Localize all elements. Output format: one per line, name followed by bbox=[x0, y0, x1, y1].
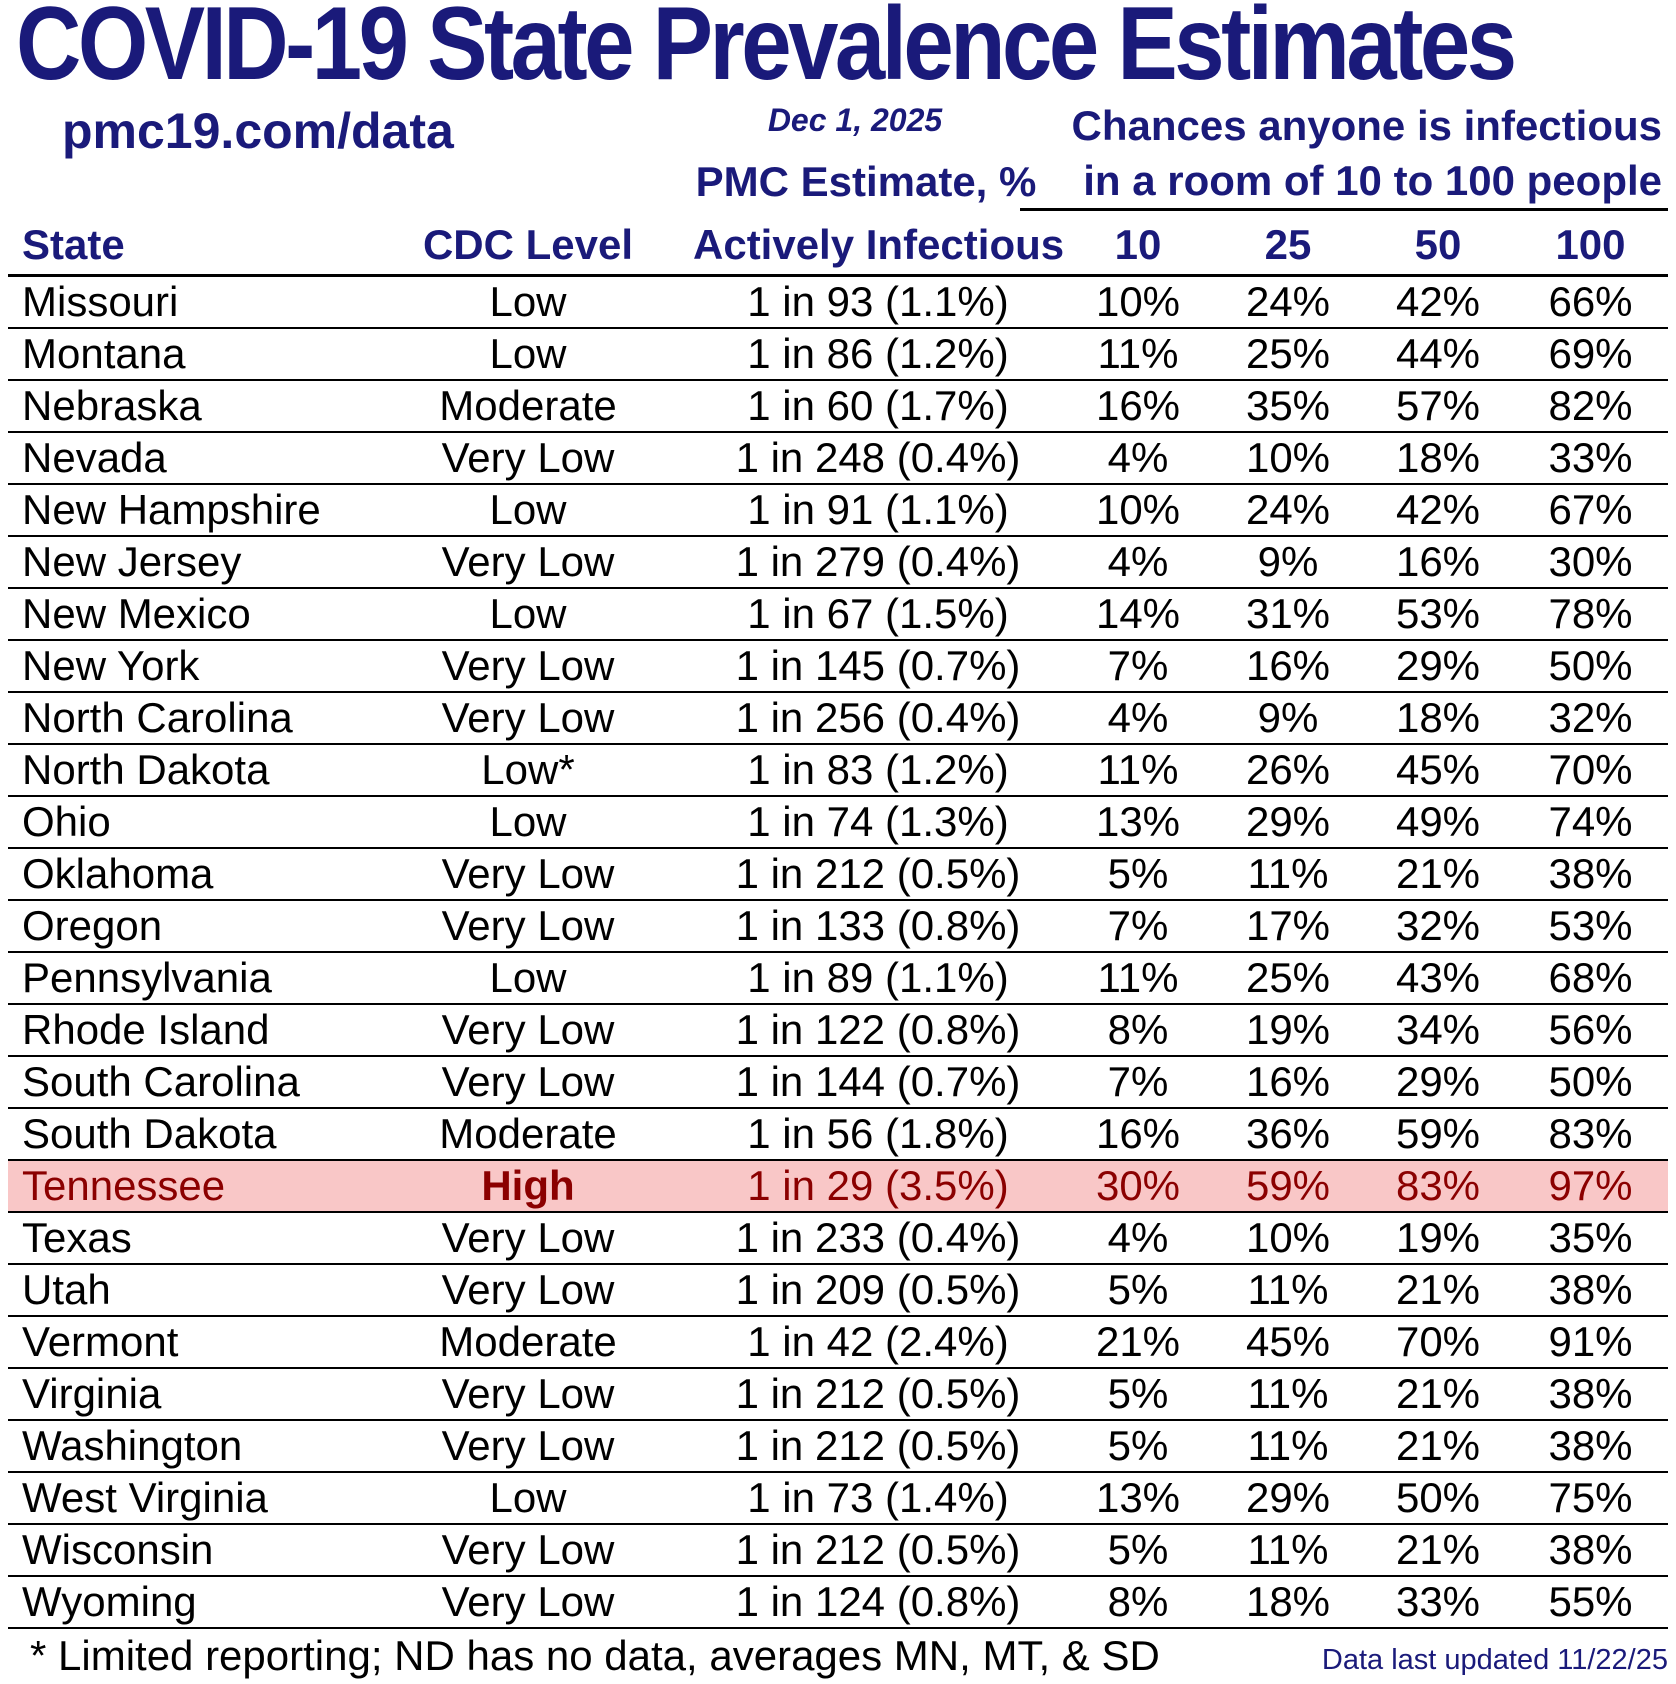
estimate-cell: 1 in 212 (0.5%) bbox=[693, 848, 1063, 900]
state-cell: Tennessee bbox=[8, 1160, 363, 1212]
cdc-level-cell: Very Low bbox=[363, 1576, 693, 1628]
chance-100-cell: 70% bbox=[1513, 744, 1668, 796]
chance-25-cell: 59% bbox=[1213, 1160, 1363, 1212]
estimate-cell: 1 in 42 (2.4%) bbox=[693, 1316, 1063, 1368]
col-header-cdc-level: CDC Level bbox=[363, 212, 693, 276]
chance-25-cell: 9% bbox=[1213, 536, 1363, 588]
chance-25-cell: 31% bbox=[1213, 588, 1363, 640]
table-header-row bbox=[8, 212, 1668, 276]
table-row bbox=[8, 1004, 1668, 1056]
cdc-level-cell: Very Low bbox=[363, 692, 693, 744]
chance-10-cell: 10% bbox=[1063, 276, 1213, 329]
estimate-cell: 1 in 279 (0.4%) bbox=[693, 536, 1063, 588]
chance-10-cell: 4% bbox=[1063, 536, 1213, 588]
chance-25-cell: 24% bbox=[1213, 484, 1363, 536]
state-cell: Oklahoma bbox=[8, 848, 363, 900]
chance-50-cell: 19% bbox=[1363, 1212, 1513, 1264]
table-row bbox=[8, 536, 1668, 588]
estimate-cell: 1 in 29 (3.5%) bbox=[693, 1160, 1063, 1212]
cdc-level-cell: Low bbox=[363, 796, 693, 848]
chance-25-cell: 29% bbox=[1213, 1472, 1363, 1524]
chance-50-cell: 50% bbox=[1363, 1472, 1513, 1524]
table-row bbox=[8, 1420, 1668, 1472]
state-cell: North Carolina bbox=[8, 692, 363, 744]
chance-25-cell: 9% bbox=[1213, 692, 1363, 744]
chance-10-cell: 13% bbox=[1063, 796, 1213, 848]
chance-100-cell: 33% bbox=[1513, 432, 1668, 484]
state-cell: Texas bbox=[8, 1212, 363, 1264]
chance-10-cell: 4% bbox=[1063, 432, 1213, 484]
state-cell: New Mexico bbox=[8, 588, 363, 640]
last-updated: Data last updated 11/22/25 bbox=[1321, 1644, 1668, 1676]
cdc-level-cell: Low bbox=[363, 1472, 693, 1524]
table-row bbox=[8, 900, 1668, 952]
chance-50-cell: 44% bbox=[1363, 328, 1513, 380]
chance-100-cell: 75% bbox=[1513, 1472, 1668, 1524]
chance-50-cell: 70% bbox=[1363, 1316, 1513, 1368]
col-header-room-100: 100 bbox=[1513, 212, 1668, 276]
chance-100-cell: 97% bbox=[1513, 1160, 1668, 1212]
chance-50-cell: 21% bbox=[1363, 1524, 1513, 1576]
state-cell: South Carolina bbox=[8, 1056, 363, 1108]
chance-50-cell: 49% bbox=[1363, 796, 1513, 848]
chance-50-cell: 83% bbox=[1363, 1160, 1513, 1212]
chance-25-cell: 11% bbox=[1213, 1420, 1363, 1472]
cdc-level-cell: Very Low bbox=[363, 1004, 693, 1056]
chance-25-cell: 11% bbox=[1213, 1368, 1363, 1420]
chance-50-cell: 34% bbox=[1363, 1004, 1513, 1056]
chance-10-cell: 11% bbox=[1063, 328, 1213, 380]
chance-50-cell: 59% bbox=[1363, 1108, 1513, 1160]
estimate-cell: 1 in 248 (0.4%) bbox=[693, 432, 1063, 484]
chance-10-cell: 11% bbox=[1063, 744, 1213, 796]
table-row bbox=[8, 484, 1668, 536]
estimate-cell: 1 in 122 (0.8%) bbox=[693, 1004, 1063, 1056]
table-row bbox=[8, 1212, 1668, 1264]
table-row bbox=[8, 1576, 1668, 1628]
chance-25-cell: 10% bbox=[1213, 432, 1363, 484]
chance-100-cell: 91% bbox=[1513, 1316, 1668, 1368]
table-row bbox=[8, 1524, 1668, 1576]
cdc-level-cell: Moderate bbox=[363, 1316, 693, 1368]
table-row bbox=[8, 1368, 1668, 1420]
state-cell: Wisconsin bbox=[8, 1524, 363, 1576]
chance-100-cell: 50% bbox=[1513, 1056, 1668, 1108]
col-header-room-10: 10 bbox=[1063, 212, 1213, 276]
cdc-level-cell: Very Low bbox=[363, 536, 693, 588]
estimate-cell: 1 in 91 (1.1%) bbox=[693, 484, 1063, 536]
cdc-level-cell: Very Low bbox=[363, 1524, 693, 1576]
chance-100-cell: 83% bbox=[1513, 1108, 1668, 1160]
cdc-level-cell: Low bbox=[363, 588, 693, 640]
cdc-level-cell: Low bbox=[363, 276, 693, 329]
state-cell: Washington bbox=[8, 1420, 363, 1472]
chance-50-cell: 21% bbox=[1363, 848, 1513, 900]
estimate-cell: 1 in 233 (0.4%) bbox=[693, 1212, 1063, 1264]
state-cell: New York bbox=[8, 640, 363, 692]
cdc-level-cell: Low* bbox=[363, 744, 693, 796]
cdc-level-cell: Moderate bbox=[363, 1108, 693, 1160]
cdc-level-cell: Very Low bbox=[363, 1212, 693, 1264]
chance-25-cell: 19% bbox=[1213, 1004, 1363, 1056]
chance-50-cell: 53% bbox=[1363, 588, 1513, 640]
chance-50-cell: 16% bbox=[1363, 536, 1513, 588]
chance-50-cell: 45% bbox=[1363, 744, 1513, 796]
chance-10-cell: 7% bbox=[1063, 1056, 1213, 1108]
chance-10-cell: 8% bbox=[1063, 1004, 1213, 1056]
chance-10-cell: 10% bbox=[1063, 484, 1213, 536]
table-row bbox=[8, 1316, 1668, 1368]
chance-10-cell: 5% bbox=[1063, 1368, 1213, 1420]
chance-25-cell: 16% bbox=[1213, 1056, 1363, 1108]
table-row bbox=[8, 1264, 1668, 1316]
chance-25-cell: 25% bbox=[1213, 952, 1363, 1004]
state-cell: Utah bbox=[8, 1264, 363, 1316]
estimate-cell: 1 in 212 (0.5%) bbox=[693, 1420, 1063, 1472]
chance-10-cell: 5% bbox=[1063, 1420, 1213, 1472]
table-row bbox=[8, 640, 1668, 692]
chance-100-cell: 56% bbox=[1513, 1004, 1668, 1056]
chance-50-cell: 21% bbox=[1363, 1368, 1513, 1420]
chance-10-cell: 8% bbox=[1063, 1576, 1213, 1628]
table-row bbox=[8, 952, 1668, 1004]
state-cell: Pennsylvania bbox=[8, 952, 363, 1004]
col-header-actively-infectious: Actively Infectious bbox=[693, 212, 1063, 276]
chance-50-cell: 43% bbox=[1363, 952, 1513, 1004]
chance-50-cell: 18% bbox=[1363, 432, 1513, 484]
chance-50-cell: 18% bbox=[1363, 692, 1513, 744]
chance-10-cell: 16% bbox=[1063, 380, 1213, 432]
chance-100-cell: 35% bbox=[1513, 1212, 1668, 1264]
chance-25-cell: 11% bbox=[1213, 1524, 1363, 1576]
chance-50-cell: 42% bbox=[1363, 276, 1513, 329]
chance-100-cell: 68% bbox=[1513, 952, 1668, 1004]
chance-10-cell: 21% bbox=[1063, 1316, 1213, 1368]
state-cell: New Hampshire bbox=[8, 484, 363, 536]
chance-50-cell: 29% bbox=[1363, 1056, 1513, 1108]
chance-50-cell: 21% bbox=[1363, 1264, 1513, 1316]
estimate-cell: 1 in 86 (1.2%) bbox=[693, 328, 1063, 380]
chance-50-cell: 32% bbox=[1363, 900, 1513, 952]
footnote: * Limited reporting; ND has no data, averages MN, MT, & SD bbox=[30, 1632, 1160, 1679]
chance-100-cell: 38% bbox=[1513, 848, 1668, 900]
estimate-cell: 1 in 60 (1.7%) bbox=[693, 380, 1063, 432]
chance-25-cell: 17% bbox=[1213, 900, 1363, 952]
estimate-cell: 1 in 74 (1.3%) bbox=[693, 796, 1063, 848]
chance-100-cell: 50% bbox=[1513, 640, 1668, 692]
chance-10-cell: 4% bbox=[1063, 1212, 1213, 1264]
estimate-cell: 1 in 73 (1.4%) bbox=[693, 1472, 1063, 1524]
table-row bbox=[8, 1160, 1668, 1212]
estimate-cell: 1 in 212 (0.5%) bbox=[693, 1368, 1063, 1420]
cdc-level-cell: Very Low bbox=[363, 640, 693, 692]
estimate-cell: 1 in 83 (1.2%) bbox=[693, 744, 1063, 796]
cdc-level-cell: Low bbox=[363, 484, 693, 536]
chance-10-cell: 5% bbox=[1063, 848, 1213, 900]
chance-50-cell: 42% bbox=[1363, 484, 1513, 536]
chance-25-cell: 36% bbox=[1213, 1108, 1363, 1160]
room-chances-header bbox=[1020, 98, 1668, 211]
col-header-room-25: 25 bbox=[1213, 212, 1363, 276]
chance-100-cell: 53% bbox=[1513, 900, 1668, 952]
estimate-cell: 1 in 89 (1.1%) bbox=[693, 952, 1063, 1004]
room-chances-line2: in a room of 10 to 100 people bbox=[1083, 157, 1662, 204]
chance-10-cell: 4% bbox=[1063, 692, 1213, 744]
chance-50-cell: 57% bbox=[1363, 380, 1513, 432]
cdc-level-cell: Very Low bbox=[363, 1264, 693, 1316]
page-title: COVID-19 State Prevalence Estimates bbox=[16, 0, 1514, 102]
chance-100-cell: 69% bbox=[1513, 328, 1668, 380]
chance-10-cell: 5% bbox=[1063, 1264, 1213, 1316]
chance-25-cell: 29% bbox=[1213, 796, 1363, 848]
state-cell: South Dakota bbox=[8, 1108, 363, 1160]
estimate-cell: 1 in 209 (0.5%) bbox=[693, 1264, 1063, 1316]
estimate-cell: 1 in 124 (0.8%) bbox=[693, 1576, 1063, 1628]
table-row bbox=[8, 276, 1668, 329]
chance-100-cell: 38% bbox=[1513, 1420, 1668, 1472]
estimate-cell: 1 in 144 (0.7%) bbox=[693, 1056, 1063, 1108]
table-row bbox=[8, 1056, 1668, 1108]
chance-50-cell: 29% bbox=[1363, 640, 1513, 692]
estimate-cell: 1 in 93 (1.1%) bbox=[693, 276, 1063, 329]
site-url: pmc19.com/data bbox=[62, 103, 454, 159]
chance-25-cell: 45% bbox=[1213, 1316, 1363, 1368]
state-cell: Missouri bbox=[8, 276, 363, 329]
chance-100-cell: 66% bbox=[1513, 276, 1668, 329]
cdc-level-cell: Very Low bbox=[363, 1368, 693, 1420]
chance-25-cell: 25% bbox=[1213, 328, 1363, 380]
cdc-level-cell: Very Low bbox=[363, 432, 693, 484]
room-chances-line1: Chances anyone is infectious bbox=[1071, 102, 1662, 149]
report-date: Dec 1, 2025 bbox=[767, 102, 943, 138]
chance-10-cell: 13% bbox=[1063, 1472, 1213, 1524]
chance-100-cell: 74% bbox=[1513, 796, 1668, 848]
table-row bbox=[8, 796, 1668, 848]
estimate-cell: 1 in 212 (0.5%) bbox=[693, 1524, 1063, 1576]
chance-10-cell: 11% bbox=[1063, 952, 1213, 1004]
chance-10-cell: 7% bbox=[1063, 640, 1213, 692]
chance-25-cell: 26% bbox=[1213, 744, 1363, 796]
state-cell: Montana bbox=[8, 328, 363, 380]
table-row bbox=[8, 380, 1668, 432]
chance-25-cell: 24% bbox=[1213, 276, 1363, 329]
chance-100-cell: 38% bbox=[1513, 1368, 1668, 1420]
cdc-level-cell: Moderate bbox=[363, 380, 693, 432]
table-row bbox=[8, 744, 1668, 796]
col-header-room-50: 50 bbox=[1363, 212, 1513, 276]
chance-50-cell: 21% bbox=[1363, 1420, 1513, 1472]
chance-10-cell: 16% bbox=[1063, 1108, 1213, 1160]
table-row bbox=[8, 1472, 1668, 1524]
cdc-level-cell: Very Low bbox=[363, 848, 693, 900]
chance-10-cell: 30% bbox=[1063, 1160, 1213, 1212]
chance-10-cell: 5% bbox=[1063, 1524, 1213, 1576]
state-cell: Oregon bbox=[8, 900, 363, 952]
chance-100-cell: 32% bbox=[1513, 692, 1668, 744]
prevalence-table bbox=[8, 212, 1668, 1629]
state-cell: Vermont bbox=[8, 1316, 363, 1368]
chance-10-cell: 7% bbox=[1063, 900, 1213, 952]
estimate-cell: 1 in 67 (1.5%) bbox=[693, 588, 1063, 640]
chance-25-cell: 18% bbox=[1213, 1576, 1363, 1628]
pmc-estimate-header: PMC Estimate, % bbox=[695, 158, 1037, 205]
state-cell: Nevada bbox=[8, 432, 363, 484]
table-row bbox=[8, 1108, 1668, 1160]
state-cell: Virginia bbox=[8, 1368, 363, 1420]
state-cell: New Jersey bbox=[8, 536, 363, 588]
estimate-cell: 1 in 56 (1.8%) bbox=[693, 1108, 1063, 1160]
col-header-state: State bbox=[8, 212, 363, 276]
state-cell: Ohio bbox=[8, 796, 363, 848]
table-row bbox=[8, 588, 1668, 640]
chance-100-cell: 82% bbox=[1513, 380, 1668, 432]
chance-10-cell: 14% bbox=[1063, 588, 1213, 640]
cdc-level-cell: Very Low bbox=[363, 1420, 693, 1472]
chance-100-cell: 55% bbox=[1513, 1576, 1668, 1628]
cdc-level-cell: Low bbox=[363, 328, 693, 380]
chance-100-cell: 78% bbox=[1513, 588, 1668, 640]
chance-25-cell: 35% bbox=[1213, 380, 1363, 432]
cdc-level-cell: Low bbox=[363, 952, 693, 1004]
chance-100-cell: 67% bbox=[1513, 484, 1668, 536]
cdc-level-cell: Very Low bbox=[363, 1056, 693, 1108]
state-cell: Wyoming bbox=[8, 1576, 363, 1628]
estimate-cell: 1 in 133 (0.8%) bbox=[693, 900, 1063, 952]
chance-25-cell: 11% bbox=[1213, 1264, 1363, 1316]
table-row bbox=[8, 432, 1668, 484]
state-cell: Nebraska bbox=[8, 380, 363, 432]
chance-100-cell: 30% bbox=[1513, 536, 1668, 588]
cdc-level-cell: High bbox=[363, 1160, 693, 1212]
chance-25-cell: 10% bbox=[1213, 1212, 1363, 1264]
chance-100-cell: 38% bbox=[1513, 1264, 1668, 1316]
estimate-cell: 1 in 145 (0.7%) bbox=[693, 640, 1063, 692]
table-row bbox=[8, 328, 1668, 380]
chance-100-cell: 38% bbox=[1513, 1524, 1668, 1576]
estimate-cell: 1 in 256 (0.4%) bbox=[693, 692, 1063, 744]
state-cell: North Dakota bbox=[8, 744, 363, 796]
cdc-level-cell: Very Low bbox=[363, 900, 693, 952]
chance-25-cell: 16% bbox=[1213, 640, 1363, 692]
chance-50-cell: 33% bbox=[1363, 1576, 1513, 1628]
table-row bbox=[8, 848, 1668, 900]
table-row bbox=[8, 692, 1668, 744]
state-cell: Rhode Island bbox=[8, 1004, 363, 1056]
state-cell: West Virginia bbox=[8, 1472, 363, 1524]
chance-25-cell: 11% bbox=[1213, 848, 1363, 900]
prevalence-table-body bbox=[8, 276, 1668, 1629]
